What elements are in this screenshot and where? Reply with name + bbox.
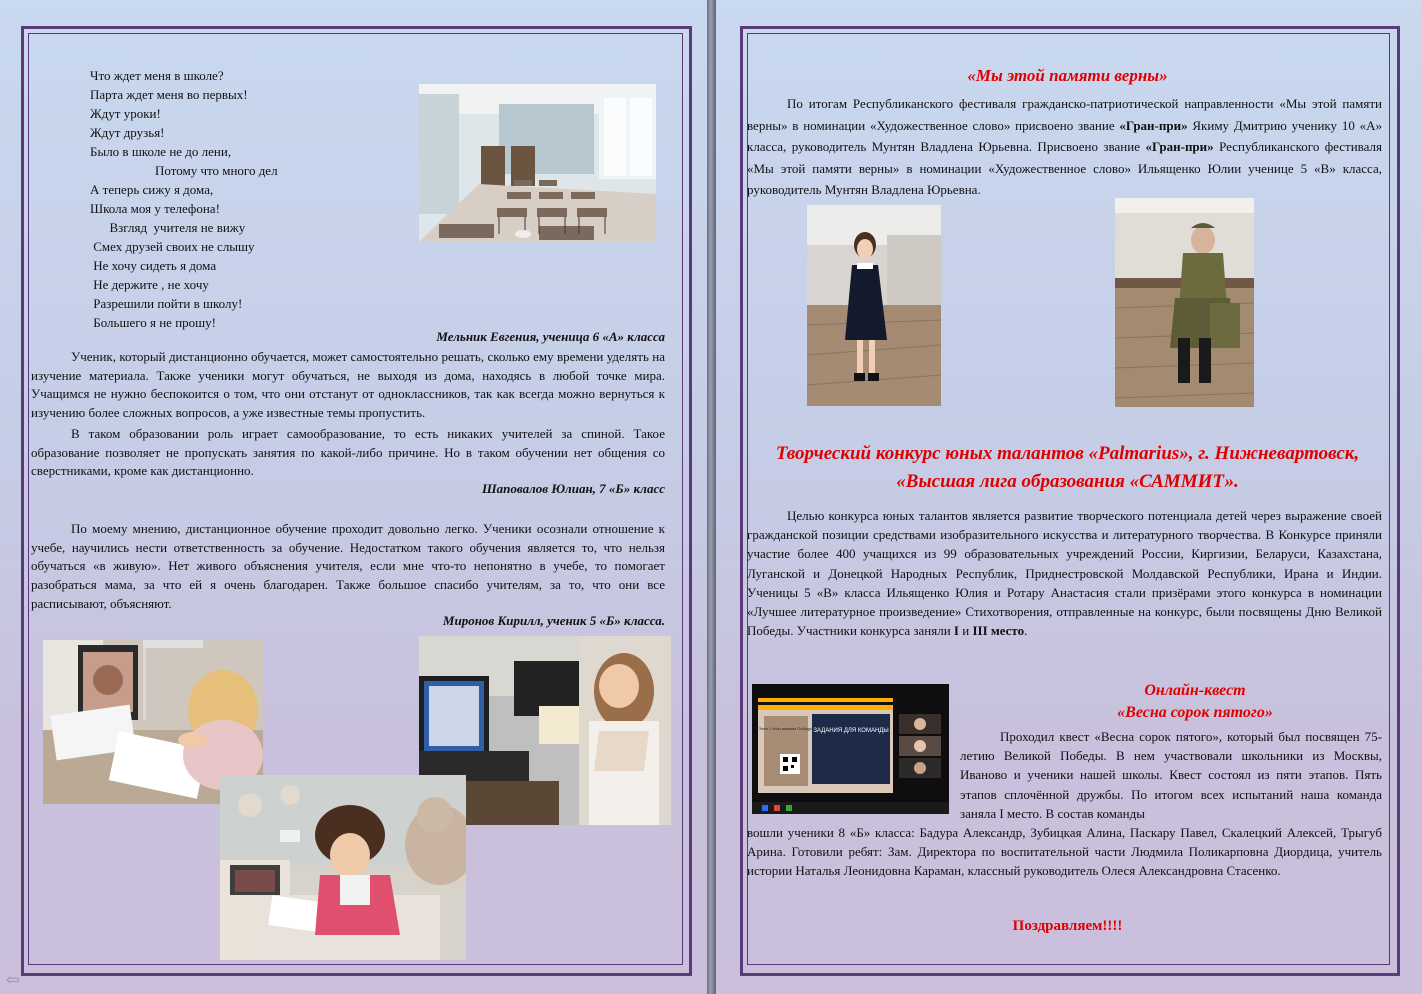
poem-line: Не хочу сидеть я дома [90,258,217,273]
heading-quest-line2: «Весна сорок пятого» [1117,704,1273,721]
poem-line: Большего я не прошу! [90,315,217,330]
poem-line: Не держите , не хочу [90,277,209,292]
poem-line: Разрешили пойти в школу! [90,296,243,311]
heading-memory-festival: «Мы этой памяти верны» [967,66,1168,85]
poem-line: Смех друзей своих не слышу [90,239,255,254]
paragraph-memory-festival: По итогам Республиканского фестиваля гражданско-патриотической направленности «Мы этой памяти верны» в номинации «Художественное слово» присвоено звание «Гран-при» Якиму Дмитрию ученику 10 «А» класса, руководитель Мунтян Владлена Юрьевна. Присвоено звание «Гран-при» Республиканского фестиваля «Мы этой памяти верны» в номинации «Художественное слово» Ильященко Юлии ученице 5 «В» класса, руководитель Мунтян Владлена Юрьевна. [747,96,1383,197]
paragraph-online-quest-bottom: вошли ученики 8 «Б» класса: Бадура Александр, Зубицкая Алина, Паскару Павел, Скалецкий Алексей, Трыгуб Арина. Готовили ребят: Зам. Директора по воспитательной части Людмила Поликарповна Диордица, учитель истории Наталья Леонидовна Караман, классный руководитель Олеся Александровна Стасенко. [747,825,1382,879]
heading-palmarius-line1: Творческий конкурс юных талантов «Palmarius», г. Нижневартовск, [775,443,1360,464]
paragraph-distance-learning: Ученик, который дистанционно обучается, может самостоятельно решать, сколько ему времени уделять на изучение материала. Также ученики могут обучаться, не выходя из дома, находясь в любой точке мира. Учащимся не нужно беспокоится о том, что они отстанут от одноклассников, так как всегда можно вернуться к изучению более сложных вопросов, а уже известные темы пропустить. [31,349,665,421]
signature-shapovalov: Шаповалов Юлиан, 7 «Б» класс [482,481,665,496]
back-arrow-icon[interactable]: ⇦ [6,972,20,989]
soldier-costume-photo [1115,198,1254,407]
signature-mironov: Миронов Кирилл, ученик 5 «Б» класса. [442,613,665,628]
poem-line: Взгляд учителя не вижу [90,220,246,235]
paragraph-palmarius: Целью конкурса юных талантов является развитие творческого потенциала детей через выражение своей гражданской позиции средствами изобразительного искусства и литературного творчества. В Конкурсе приняли участие более 400 учащихся из 99 образовательных учреждений России, Киргизии, Беларуси, Казахстана, Луганской и Донецкой Народных Республик, Приднестровской Молдавской Республики, Ирана и Индии. Ученицы 5 «В» класса Ильященко Юлия и Ротару Анастасия стали призёрами этого конкурса в номинации «Лучшее литературное произведение» Стихотворения, отправленные на конкурс, были посвящены Дню Великой Победы. Участники конкурса заняли I и III место. [747,508,1382,639]
poem-line: А теперь сижу я дома, [90,182,214,197]
poem-line: Школа моя у телефона! [90,201,220,216]
heading-quest-line1: Онлайн-квест [1144,682,1246,699]
paragraph-online-quest-top: Проходил квест «Весна сорок пятого», который был посвящен 75-летию Великой Победы. В нем участвовали школьники из Москвы, Иваново и ученики нашей школы. Квест состоял из пяти этапов. Пять этапов сплочённой дружбы. По итогом всех испытаний наша команда заняла I место. В состав команды [960,729,1382,821]
heading-online-quest [1090,680,1300,724]
classroom-photo [419,84,656,242]
online-quest-screenshot [752,684,949,814]
screen-side-text: Этап 1 «Мы помним Победу» [758,726,814,731]
poem-line: Парта ждет меня во первых! [90,87,248,102]
page-gutter [707,0,716,994]
poem-line: Было в школе не до лени, [90,144,232,159]
paragraph-mironov: По моему мнению, дистанционное обучение проходит довольно легко. Ученики осознали отношение к учебе, научились нести ответственность за обучение. Недостатком такого обучения является то, что нельзя обучаться «в живую». Нет живого объяснения учителя, если мне что-то непонятно в учебе, то помогает разобраться мама, за что ей я очень благодарен. Также большое спасибо учителям, за то, что они все расписывают, объясняют. [31,521,665,611]
heading-palmarius-line2: «Высшая лига образования «САММИТ». [896,471,1239,492]
poem-line: Ждут друзья! [90,125,165,140]
poem [90,66,410,332]
poem-line: Потому что много дел [90,163,278,178]
poem-line: Что ждет меня в школе? [90,68,224,83]
poem-line: Ждут уроки! [90,106,161,121]
girl-reciting-photo [807,205,941,406]
girl-writing-photo [220,775,466,960]
congratulations-text: Поздравляем!!!! [1012,918,1123,934]
screen-title: ЗАДАНИЯ ДЛЯ КОМАНДЫ [813,728,889,734]
signature-melnik: Мельник Евгения, ученица 6 «А» класса [436,329,665,344]
paragraph-self-education: В таком образовании роль играет самообразование, то есть никаких учителей за спиной. Такое образование позволяет не пропускать занятия по какой-либо причине. Но в таком обучении нет общения со сверстниками, кроме как дистанционно. [31,426,665,479]
heading-palmarius-contest [747,440,1388,496]
